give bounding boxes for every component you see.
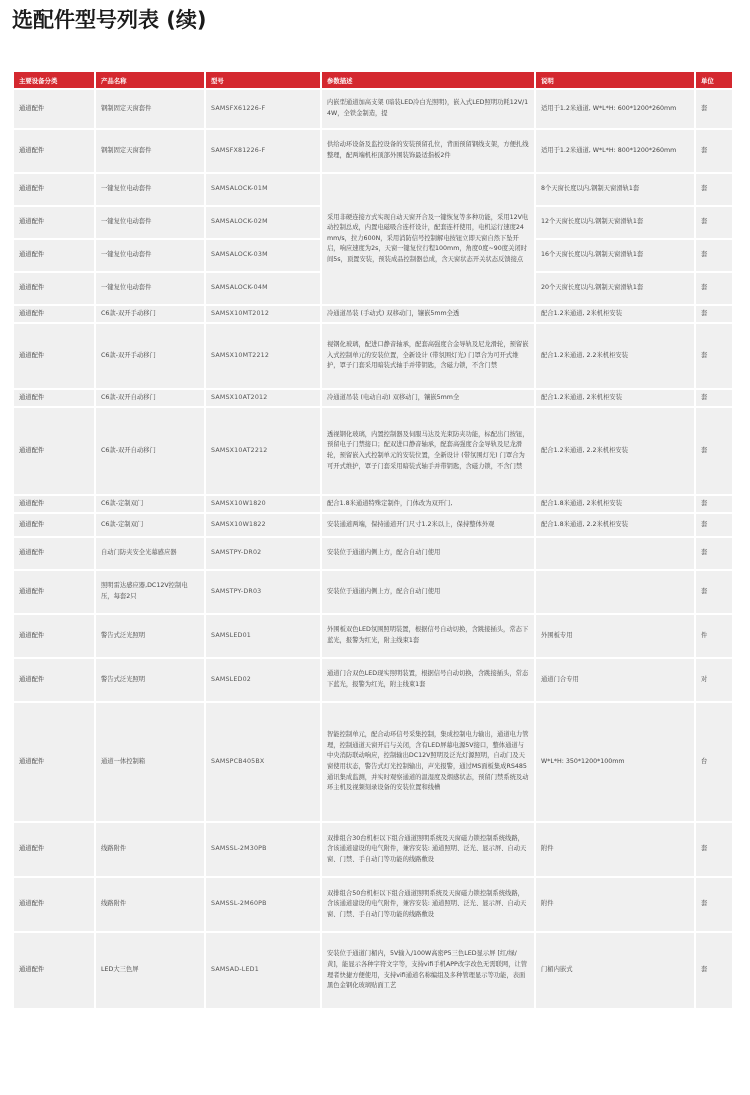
cell-unit: 套 bbox=[696, 207, 732, 238]
cell-model: SAMSSL-2M30PB bbox=[206, 823, 320, 876]
cell-unit: 台 bbox=[696, 703, 732, 821]
cell-unit: 套 bbox=[696, 571, 732, 613]
cell-unit: 套 bbox=[696, 306, 732, 322]
cell-category: 通道配件 bbox=[14, 240, 94, 271]
cell-notes: 门楣内嵌式 bbox=[536, 933, 694, 1008]
cell-product-name: C6款-双开手动移门 bbox=[96, 324, 204, 388]
cell-category: 通道配件 bbox=[14, 878, 94, 931]
cell-product-name: 通道一体控制箱 bbox=[96, 703, 204, 821]
table-row bbox=[14, 390, 732, 406]
cell-unit: 套 bbox=[696, 933, 732, 1008]
cell-category: 通道配件 bbox=[14, 207, 94, 238]
cell-notes: 16个天窗长度以内,钢制天窗滑轨1套 bbox=[536, 240, 694, 271]
table-row bbox=[14, 878, 732, 931]
cell-parameters: 智能控制单元，配合动环信号采集控制，集成控制电力输出，通道电力管理，控制通道天窗开启与关闭，含有LED屏幕电源5V接口，整体通道与中央消防联动响应，控制输出DC12V照明及泛光灯源照明，自动门及天窗使用状态，警告式灯光控制输出，声光报警，通过MS面板集成RS485通讯集成监测，并实时观察通道的温湿度及烟感状态，预留门禁系统及动环主机及视频刻录设备的安装位置和线槽 bbox=[322, 703, 534, 821]
header-category: 主要设备分类 bbox=[14, 72, 94, 88]
cell-product-name: 自动门防夹安全光幕感应器 bbox=[96, 538, 204, 569]
cell-model: SAMSFX61226-F bbox=[206, 90, 320, 128]
cell-product-name: 一键复位电动套件 bbox=[96, 273, 204, 304]
cell-model: SAMSTPY-DR02 bbox=[206, 538, 320, 569]
cell-model: SAMSTPY-DR03 bbox=[206, 571, 320, 613]
cell-unit: 套 bbox=[696, 324, 732, 388]
cell-unit: 套 bbox=[696, 174, 732, 205]
cell-notes: 适用于1.2米通道, W*L*H: 600*1200*260mm bbox=[536, 90, 694, 128]
cell-category: 通道配件 bbox=[14, 571, 94, 613]
cell-model: SAMSALOCK-01M bbox=[206, 174, 320, 205]
cell-product-name: C6款-双开自动移门 bbox=[96, 408, 204, 494]
cell-notes: 适用于1.2米通道, W*L*H: 800*1200*260mm bbox=[536, 130, 694, 172]
table-row bbox=[14, 174, 732, 205]
table-row bbox=[14, 324, 732, 388]
header-notes: 说明 bbox=[536, 72, 694, 88]
cell-model: SAMSALOCK-02M bbox=[206, 207, 320, 238]
header-unit: 单位 bbox=[696, 72, 732, 88]
cell-category: 通道配件 bbox=[14, 615, 94, 657]
cell-category: 通道配件 bbox=[14, 174, 94, 205]
cell-unit: 对 bbox=[696, 659, 732, 701]
cell-product-name: 一键复位电动套件 bbox=[96, 207, 204, 238]
cell-unit: 套 bbox=[696, 240, 732, 271]
cell-notes: 配合1.2米通道, 2米机柜安装 bbox=[536, 306, 694, 322]
cell-parameters: 冷通道吊装 (电动自动) 双移动门，镶嵌5mm全 bbox=[322, 390, 534, 406]
cell-category: 通道配件 bbox=[14, 703, 94, 821]
header-parameters: 参数描述 bbox=[322, 72, 534, 88]
cell-category: 通道配件 bbox=[14, 933, 94, 1008]
cell-category: 通道配件 bbox=[14, 408, 94, 494]
cell-parameters: 通道门合双色LED现实照明装置，根据信号自动切换，含跳接插头，常态下蓝光，报警为红光，附主线束1套 bbox=[322, 659, 534, 701]
cell-parameters: 安装位于通道内侧上方，配合自动门使用 bbox=[322, 538, 534, 569]
cell-model: SAMSLED01 bbox=[206, 615, 320, 657]
cell-notes: 配合1.2米通道, 2米机柜安装 bbox=[536, 390, 694, 406]
cell-product-name: C6款-定制双门 bbox=[96, 514, 204, 536]
cell-parameters: 安装位于通道内侧上方，配合自动门使用 bbox=[322, 571, 534, 613]
table-row bbox=[14, 571, 732, 613]
cell-notes: 通道门合专用 bbox=[536, 659, 694, 701]
table-row bbox=[14, 306, 732, 322]
cell-unit: 套 bbox=[696, 90, 732, 128]
cell-category: 通道配件 bbox=[14, 390, 94, 406]
cell-product-name: 照明雷达感应器,DC12V控制电压，每套2只 bbox=[96, 571, 204, 613]
cell-parameters: 透视钢化玻璃，内置控制器及伺服马达及光束防夹功能，标配出门按钮，预留电子门禁接口；配双进口静音轴承，配套高强度合金导轨及尼龙滑轮，预留嵌入式控制单元的安装位置，全新设计 (带氛围灯光) 门罩合为可开式维护，罩子门套采用暗装式轴手并带钥匙，含磁力锁，不含门禁 bbox=[322, 408, 534, 494]
cell-notes: W*L*H: 350*1200*100mm bbox=[536, 703, 694, 821]
cell-parameters: 双排组合50台机柜以下组合通道照明系统及天窗磁力锁控制系统线路，含该通道建设的电气附件，兼容安装: 通道照明、泛光、显示屏、自动天窗、门禁、手自动门等功能的线路敷设 bbox=[322, 878, 534, 931]
cell-notes: 附件 bbox=[536, 823, 694, 876]
cell-parameters: 供给动环设备及监控设备的安装预留孔位，背面预留钢线支架，方便扎线整理，配两端机柜顶部外围装饰最适指板2件 bbox=[322, 130, 534, 172]
cell-notes: 20个天窗长度以内,钢制天窗滑轨1套 bbox=[536, 273, 694, 304]
cell-notes bbox=[536, 538, 694, 569]
cell-parameters: 冷通道吊装 (手动式) 双移动门，镶嵌5mm全透 bbox=[322, 306, 534, 322]
table-row bbox=[14, 823, 732, 876]
cell-notes bbox=[536, 571, 694, 613]
header-model: 型号 bbox=[206, 72, 320, 88]
cell-unit: 套 bbox=[696, 273, 732, 304]
cell-notes: 附件 bbox=[536, 878, 694, 931]
table-row bbox=[14, 659, 732, 701]
cell-notes: 配合1.2米通道, 2.2米机柜安装 bbox=[536, 408, 694, 494]
cell-category: 通道配件 bbox=[14, 90, 94, 128]
cell-model: SAMSSL-2M60PB bbox=[206, 878, 320, 931]
table-row bbox=[14, 514, 732, 536]
cell-notes: 外围板专用 bbox=[536, 615, 694, 657]
cell-model: SAMSALOCK-04M bbox=[206, 273, 320, 304]
cell-category: 通道配件 bbox=[14, 273, 94, 304]
cell-category: 通道配件 bbox=[14, 306, 94, 322]
table-row bbox=[14, 408, 732, 494]
cell-unit: 套 bbox=[696, 823, 732, 876]
cell-model: SAMSX10MT2012 bbox=[206, 306, 320, 322]
cell-model: SAMSX10W1822 bbox=[206, 514, 320, 536]
table-row bbox=[14, 496, 732, 512]
table-row bbox=[14, 933, 732, 1008]
table-row bbox=[14, 130, 732, 172]
cell-product-name: 线路附件 bbox=[96, 878, 204, 931]
cell-model: SAMSX10AT2012 bbox=[206, 390, 320, 406]
table-body bbox=[14, 90, 732, 1008]
cell-product-name: 钢制固定天窗套件 bbox=[96, 90, 204, 128]
table-row bbox=[14, 615, 732, 657]
accessory-table bbox=[12, 70, 734, 1010]
cell-parameters: 配合1.8米通道特殊定制件，门体改为双开门, bbox=[322, 496, 534, 512]
cell-parameters: 安装通道两端，保持通道开门尺寸1.2米以上，保持整体外观 bbox=[322, 514, 534, 536]
cell-product-name: 一键复位电动套件 bbox=[96, 240, 204, 271]
cell-unit: 套 bbox=[696, 408, 732, 494]
cell-model: SAMSPCB405BX bbox=[206, 703, 320, 821]
header-product-name: 产品名称 bbox=[96, 72, 204, 88]
cell-parameters: 安装位于通道门楣内，5V输入/100W高密P5三色LED显示屏 [红/绿/黄]，能显示各种字符文字等，支持vifi手机APP改字改色无需联网，让管理者快捷方便使用，支持vifi通道名称编组及多种管理显示等功能，表面黑色金钢化玻璃贴面工艺 bbox=[322, 933, 534, 1008]
cell-product-name: 警告式泛光照明 bbox=[96, 615, 204, 657]
cell-unit: 套 bbox=[696, 390, 732, 406]
cell-unit: 套 bbox=[696, 514, 732, 536]
cell-model: SAMSX10MT2212 bbox=[206, 324, 320, 388]
cell-category: 通道配件 bbox=[14, 130, 94, 172]
cell-unit: 套 bbox=[696, 538, 732, 569]
cell-model: SAMSALOCK-03M bbox=[206, 240, 320, 271]
cell-category: 通道配件 bbox=[14, 659, 94, 701]
cell-notes: 配合1.8米通道, 2米机柜安装 bbox=[536, 496, 694, 512]
cell-notes: 12个天窗长度以内,钢制天窗滑轨1套 bbox=[536, 207, 694, 238]
cell-model: SAMSAD-LED1 bbox=[206, 933, 320, 1008]
cell-model: SAMSFX81226-F bbox=[206, 130, 320, 172]
cell-notes: 配合1.2米通道, 2.2米机柜安装 bbox=[536, 324, 694, 388]
cell-unit: 套 bbox=[696, 878, 732, 931]
cell-category: 通道配件 bbox=[14, 324, 94, 388]
cell-category: 通道配件 bbox=[14, 514, 94, 536]
cell-notes: 8个天窗长度以内,钢制天窗滑轨1套 bbox=[536, 174, 694, 205]
table-row bbox=[14, 703, 732, 821]
cell-product-name: 线路附件 bbox=[96, 823, 204, 876]
page-title: 选配件型号列表 (续) bbox=[12, 8, 207, 32]
cell-product-name: 一键复位电动套件 bbox=[96, 174, 204, 205]
table-row bbox=[14, 90, 732, 128]
cell-parameters: 内嵌型通道加高支架 (暗装LED冷白光照明)，嵌入式LED照明功耗12V/14W，全铁金制造，提 bbox=[322, 90, 534, 128]
cell-product-name: C6款-双开自动移门 bbox=[96, 390, 204, 406]
cell-model: SAMSX10AT2212 bbox=[206, 408, 320, 494]
cell-product-name: LED大三色屏 bbox=[96, 933, 204, 1008]
cell-product-name: C6款-双开手动移门 bbox=[96, 306, 204, 322]
cell-notes: 配合1.8米通道, 2.2米机柜安装 bbox=[536, 514, 694, 536]
cell-parameters: 外围板双色LED氛围照明装置，根据信号自动切换，含跳接插头，常态下蓝光，报警为红光，附主线束1套 bbox=[322, 615, 534, 657]
cell-product-name: 钢制固定天窗套件 bbox=[96, 130, 204, 172]
table-row bbox=[14, 538, 732, 569]
cell-parameters: 采用非硬连接方式实现自动天窗开合及一键恢复等多种功能，采用12V电动控制总成，内置电磁吸合连杆设计，配套连杆使用，电机运行速度24mm/s，拉力600N，采用消防信号控制解电按钮立即天窗自然下坠开启，响应速度为2s，天窗一键复位行程100mm，角度0度~90度关闭时间5s，顶置安装，预装成品控制器总成，含天窗状态开关状态反馈接点 bbox=[322, 174, 534, 304]
cell-parameters: 双排组合30台机柜以下组合通道照明系统及天窗磁力锁控制系统线路，含该通道建设的电气附件，兼容安装: 通道照明、泛光、显示屏、自动天窗、门禁、手自动门等功能的线路敷设 bbox=[322, 823, 534, 876]
cell-unit: 套 bbox=[696, 130, 732, 172]
cell-category: 通道配件 bbox=[14, 823, 94, 876]
cell-product-name: C6款-定制双门 bbox=[96, 496, 204, 512]
table-header-row bbox=[14, 72, 732, 88]
cell-parameters: 视钢化玻璃，配进口静音轴承，配套高强度合金导轨及尼龙滑轮，预留嵌入式控制单元的安装位置，全新设计 (带氛围灯光) 门罩合为可开式维护，罩子门套采用暗装式轴手并带钥匙，含磁力锁，不含门禁 bbox=[322, 324, 534, 388]
cell-model: SAMSX10W1820 bbox=[206, 496, 320, 512]
cell-unit: 件 bbox=[696, 615, 732, 657]
cell-unit: 套 bbox=[696, 496, 732, 512]
cell-model: SAMSLED02 bbox=[206, 659, 320, 701]
cell-category: 通道配件 bbox=[14, 538, 94, 569]
cell-product-name: 警告式泛光照明 bbox=[96, 659, 204, 701]
cell-category: 通道配件 bbox=[14, 496, 94, 512]
